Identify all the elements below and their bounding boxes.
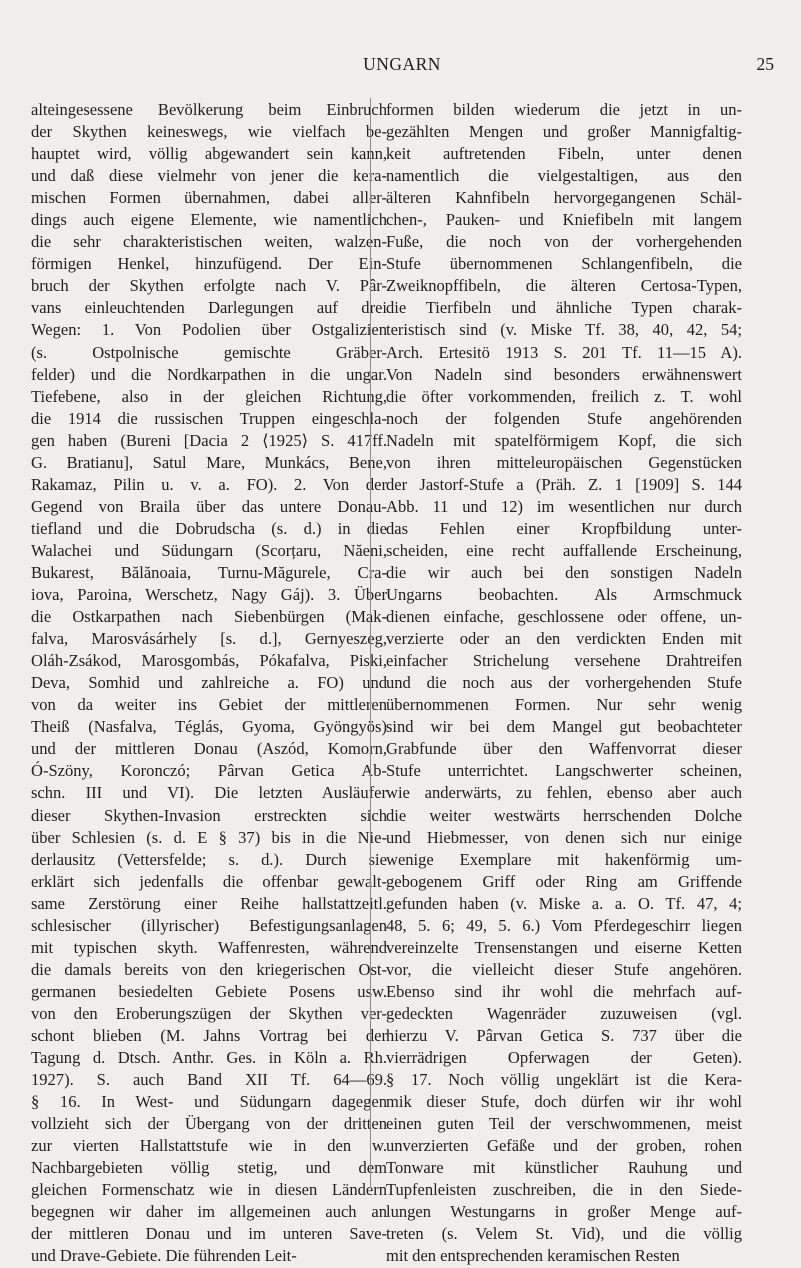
text-line: von ihren mitteleuropäischen Gegenstücken [386, 452, 742, 472]
text-line: Bukarest, Bălănoaia, Turnu-Măgurele, Cra- [31, 562, 387, 582]
running-title: UNGARN [363, 54, 441, 74]
text-line: tiefland und die Dobrudscha (s. d.) in die [31, 518, 387, 538]
text-line: über Schlesien (s. d. E § 37) bis in die Nie- [31, 827, 387, 847]
page-number: 25 [756, 54, 774, 74]
text-line: alteingesessene Bevölkerung beim Einbruch [31, 100, 387, 119]
text-line: die 1914 die russischen Truppen eingeschla- [31, 408, 387, 428]
text-line: Tiefebene, also in der gleichen Richtung, [31, 386, 387, 406]
text-line: Ebenso sind ihr wohl die mehrfach auf- [386, 981, 742, 1001]
text-line: Zweiknopffibeln, die älteren Certosa-Typen, [386, 276, 742, 296]
text-line: gen haben (Bureni [Dacia 2 ⟨1925⟩ S. 417ff. [31, 430, 387, 450]
text-line: wie anderwärts, zu fehlen, ebenso aber auch [386, 783, 742, 803]
text-line: treten (s. Velem St. Vid), und die völlig [386, 1224, 742, 1244]
text-line: Arch. Ertesitö 1913 S. 201 Tf. 11—15 A). [386, 342, 742, 362]
text-line: Abb. 11 und 12) im wesentlichen nur durch [386, 496, 742, 516]
text-line: formen bilden wiederum die jetzt in un- [386, 100, 742, 119]
text-line: § 17. Noch völlig ungeklärt ist die Kera- [386, 1070, 742, 1090]
text-line: der Skythen keineswegs, wie vielfach be- [31, 122, 387, 142]
text-line: die weiter westwärts herrschenden Dolche [386, 805, 742, 825]
text-line: mischen Formen übernahmen, dabei aller- [31, 188, 387, 208]
text-line: vierrädrigen Opferwagen der Geten). [386, 1048, 742, 1068]
text-line: bruch der Skythen erfolgte nach V. Pâr- [31, 276, 387, 296]
text-line: chen-, Pauken- und Kniefibeln mit langem [386, 210, 742, 230]
text-line: dienen einfache, geschlossene oder offene, un- [386, 607, 742, 627]
text-line: scheiden, eine recht auffallende Erscheinung, [386, 540, 742, 560]
text-line: vor, die vielleicht dieser Stufe angehören. [386, 959, 742, 979]
text-line: Oláh-Zsákod, Marosgombás, Pókafalva, Piski, [31, 651, 387, 671]
text-line: die öfter vorkommenden, freilich z. T. wohl [386, 386, 742, 406]
left-column [31, 99, 387, 1267]
right-column [386, 99, 742, 1267]
text-line: Tagung d. Dtsch. Anthr. Ges. in Köln a. Rh. [31, 1048, 387, 1068]
text-line: Walachei und Südungarn (Scorțaru, Năeni, [31, 540, 387, 560]
text-line: Ó-Szöny, Koronczó; Pârvan Getica Ab- [31, 761, 387, 781]
text-line: unverzierten Gefäße und der groben, rohen [386, 1136, 742, 1156]
text-line: derlausitz (Vettersfelde; s. d.). Durch sie [31, 849, 387, 869]
text-line: Tupfenleisten zuschreiben, die in den Siede- [386, 1180, 742, 1200]
text-line: und daß diese vielmehr von jener die kera- [31, 166, 387, 186]
text-line: übernommenen Formen. Nur sehr wenig [386, 695, 742, 715]
text-line: felder) und die Nordkarpathen in die ungar. [31, 364, 387, 384]
text-line: gleichen Formenschatz wie in diesen Ländern [31, 1180, 387, 1200]
text-line: Fuße, die noch von der vorhergehenden [386, 232, 742, 252]
text-line: Rakamaz, Pilin u. v. a. FO). 2. Von der [31, 474, 387, 494]
text-line: Gegend von Braila über das untere Donau- [31, 496, 387, 516]
text-line: Wegen: 1. Von Podolien über Ostgalizien [31, 320, 387, 340]
text-line: die Tierfibeln und ähnliche Typen charak- [386, 298, 742, 318]
text-line: vollzieht sich der Übergang von der dritten [31, 1114, 387, 1134]
text-line: Stufe übernommenen Schlangenfibeln, die [386, 254, 742, 274]
text-line: wenige Exemplare mit hakenförmig um- [386, 849, 742, 869]
text-line: von den Eroberungszügen der Skythen ver- [31, 1003, 387, 1023]
text-line: falva, Marosvásárhely [s. d.], Gernyeszeg, [31, 629, 387, 649]
text-line: Nadeln mit spatelförmigem Kopf, die sich [386, 430, 742, 450]
text-line: schlesischer (illyrischer) Befestigungsanlagen [31, 915, 387, 935]
text-line: begegnen wir daher im allgemeinen auch an [31, 1202, 387, 1222]
text-line: germanen besiedelten Gebiete Posens usw. [31, 981, 387, 1001]
text-line: schont blieben (M. Jahns Vortrag bei der [31, 1025, 387, 1045]
text-line: Grabfunde über den Waffenvorrat dieser [386, 739, 742, 759]
text-line: Tonware mit künstlicher Rauhung und [386, 1158, 742, 1178]
text-line: vereinzelte Trensenstangen und eiserne Ketten [386, 937, 742, 957]
text-line: same Zerstörung einer Reihe hallstattzeitl. [31, 893, 387, 913]
text-line: Von Nadeln sind besonders erwähnenswert [386, 364, 742, 384]
text-line: der Jastorf-Stufe a (Präh. Z. 1 [1909] S. 144 [386, 474, 742, 494]
text-line: älteren Kahnfibeln hervorgegangenen Schäl- [386, 188, 742, 208]
text-line: noch der folgenden Stufe angehörenden [386, 408, 742, 428]
text-line: keit auftretenden Fibeln, unter denen [386, 144, 742, 164]
text-line: hauptet wird, völlig abgewandert sein kann, [31, 144, 387, 164]
text-line: Theiß (Nasfalva, Téglás, Gyoma, Gyöngyös) [31, 717, 387, 737]
text-line: § 16. In West- und Südungarn dagegen [31, 1092, 387, 1112]
text-line: von da weiter ins Gebiet der mittleren [31, 695, 387, 715]
text-line: der mittleren Donau und im unteren Save- [31, 1224, 387, 1244]
text-line: und Drave-Gebiete. Die führenden Leit- [31, 1246, 297, 1266]
text-line: teristisch sind (v. Miske Tf. 38, 40, 42, 54; [386, 320, 742, 340]
text-line: dings auch eigene Elemente, wie namentlich [31, 210, 387, 230]
text-line: und der mittleren Donau (Aszód, Komorn, [31, 739, 387, 759]
text-line: erklärt sich jedenfalls die offenbar gewalt- [31, 871, 387, 891]
text-line: und die noch aus der vorhergehenden Stufe [386, 673, 742, 693]
text-line: die wir auch bei den sonstigen Nadeln [386, 562, 742, 582]
text-line: G. Bratianu], Satul Mare, Munkács, Bene, [31, 452, 387, 472]
text-line: dieser Skythen-Invasion erstreckten sich [31, 805, 387, 825]
text-line: mik dieser Stufe, doch dürfen wir ihr wohl [386, 1092, 742, 1112]
text-line: gebogenem Griff oder Ring am Griffende [386, 871, 742, 891]
text-line: 48, 5. 6; 49, 5. 6.) Vom Pferdegeschirr liegen [386, 915, 742, 935]
text-line: Stufe unterrichtet. Langschwerter scheinen, [386, 761, 742, 781]
text-line: einfacher Strichelung versehene Drahtreifen [386, 651, 742, 671]
text-line: (s. Ostpolnische gemischte Gräber- [31, 342, 387, 362]
text-line: zur vierten Hallstattstufe wie in den w. [31, 1136, 387, 1156]
text-line: vans einleuchtenden Darlegungen auf drei [31, 298, 387, 318]
column-divider [370, 98, 371, 1188]
text-line: Ungarns beobachten. Als Armschmuck [386, 585, 742, 605]
text-line: mit den entsprechenden keramischen Resten [386, 1246, 680, 1266]
text-line: sind wir bei dem Mangel gut beobachteter [386, 717, 742, 737]
text-line: das Fehlen einer Kropfbildung unter- [386, 518, 742, 538]
running-header [30, 54, 774, 84]
text-line: verzierte oder an den verdickten Enden mit [386, 629, 742, 649]
text-line: die sehr charakteristischen weiten, walzen- [31, 232, 387, 252]
text-line: hierzu V. Pârvan Getica S. 737 über die [386, 1025, 742, 1045]
text-line: gedeckten Wagenräder zuzuweisen (vgl. [386, 1003, 742, 1023]
text-line: 1927). S. auch Band XII Tf. 64—69. [31, 1070, 387, 1090]
text-line: schn. III und VI). Die letzten Ausläufer [31, 783, 387, 803]
text-line: gezählten Mengen und großer Mannigfaltig- [386, 122, 742, 142]
text-line: iova, Paroina, Werschetz, Nagy Gáj). 3. Über [31, 585, 387, 605]
text-line: förmigen Henkel, hinzufügend. Der Ein- [31, 254, 387, 274]
text-line: namentlich die vielgestaltigen, aus den [386, 166, 742, 186]
text-line: gefunden haben (v. Miske a. a. O. Tf. 47, 4; [386, 893, 742, 913]
text-line: und Hiebmesser, von denen sich nur einige [386, 827, 742, 847]
text-line: die damals bereits von den kriegerischen Ost- [31, 959, 387, 979]
text-line: Deva, Somhid und zahlreiche a. FO) und [31, 673, 387, 693]
text-line: die Ostkarpathen nach Siebenbürgen (Mak- [31, 607, 387, 627]
text-line: mit typischen skyth. Waffenresten, während [31, 937, 387, 957]
text-line: Nachbargebieten völlig stetig, und dem [31, 1158, 387, 1178]
text-line: lungen Westungarns in großer Menge auf- [386, 1202, 742, 1222]
text-line: einen guten Teil der verschwommenen, meist [386, 1114, 742, 1134]
